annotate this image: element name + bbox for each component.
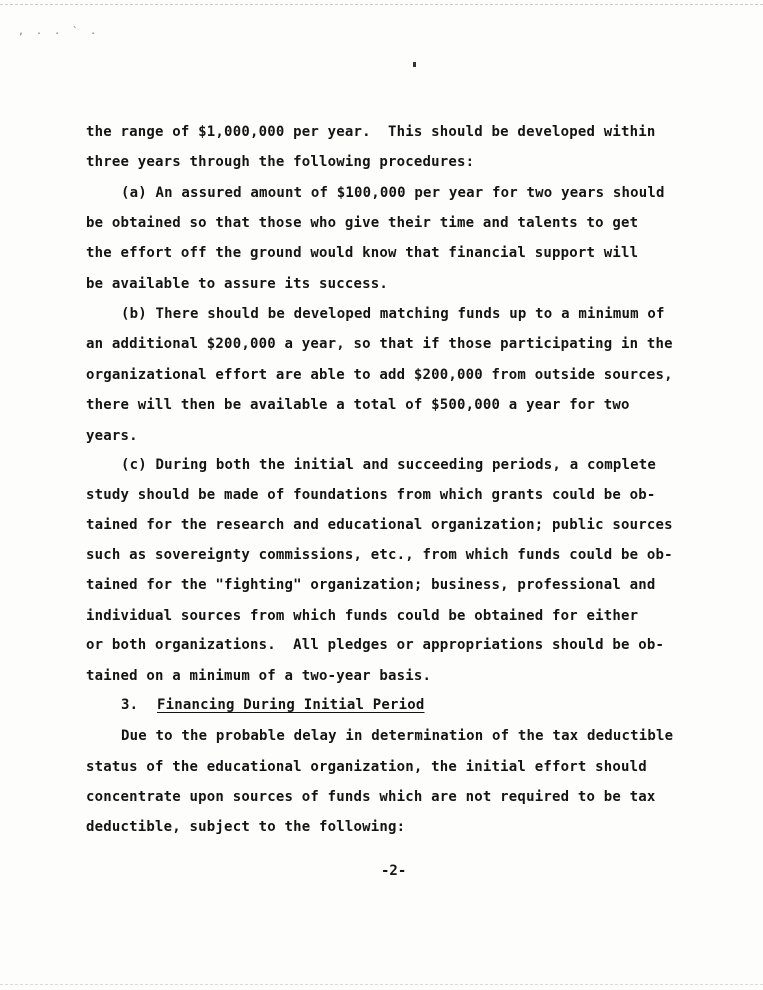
- body-line-3: (a) An assured amount of $100,000 per year for two years should: [121, 185, 665, 201]
- body-line-9: organizational effort are able to add $200,000 from outside sources,: [86, 367, 673, 383]
- closing-line-3: concentrate upon sources of funds which are not required to be tax: [86, 789, 656, 805]
- closing-line-2: status of the educational organization, the initial effort should: [86, 759, 647, 775]
- body-line-1: the range of $1,000,000 per year. This should be developed within: [86, 124, 656, 140]
- body-line-2: three years through the following procedures:: [86, 154, 475, 170]
- bottom-edge-marks: [0, 984, 763, 985]
- body-line-12: (c) During both the initial and succeeding periods, a complete: [121, 457, 656, 473]
- page-number: -2-: [381, 863, 407, 879]
- body-line-10: there will then be available a total of $500,000 a year for two: [86, 397, 630, 413]
- body-line-18: or both organizations. All pledges or appropriations should be ob-: [86, 637, 665, 653]
- speck-mark: [413, 62, 416, 67]
- body-line-6: be available to assure its success.: [86, 276, 389, 292]
- body-line-4: be obtained so that those who give their time and talents to get: [86, 215, 639, 231]
- closing-line-1: Due to the probable delay in determination of the tax deductible: [121, 728, 674, 744]
- body-line-7: (b) There should be developed matching funds up to a minimum of: [121, 306, 665, 322]
- body-line-8: an additional $200,000 a year, so that if those participating in the: [86, 336, 673, 352]
- top-edge-dots: [0, 4, 763, 5]
- body-line-13: study should be made of foundations from which grants could be ob-: [86, 487, 656, 503]
- body-line-16: tained for the "fighting" organization; business, professional and: [86, 577, 656, 593]
- body-line-14: tained for the research and educational organization; public sources: [86, 517, 673, 533]
- section-heading: Financing During Initial Period: [157, 697, 425, 713]
- closing-line-4: deductible, subject to the following:: [86, 819, 406, 835]
- body-line-5: the effort off the ground would know that financial support will: [86, 245, 639, 261]
- body-line-11: years.: [86, 428, 138, 444]
- body-line-15: such as sovereignty commissions, etc., from which funds could be ob-: [86, 547, 673, 563]
- body-line-19: tained on a minimum of a two-year basis.: [86, 668, 432, 684]
- section-number: 3.: [121, 697, 139, 713]
- corner-specks: , . . ` .: [18, 26, 100, 37]
- body-line-17: individual sources from which funds could be obtained for either: [86, 608, 639, 624]
